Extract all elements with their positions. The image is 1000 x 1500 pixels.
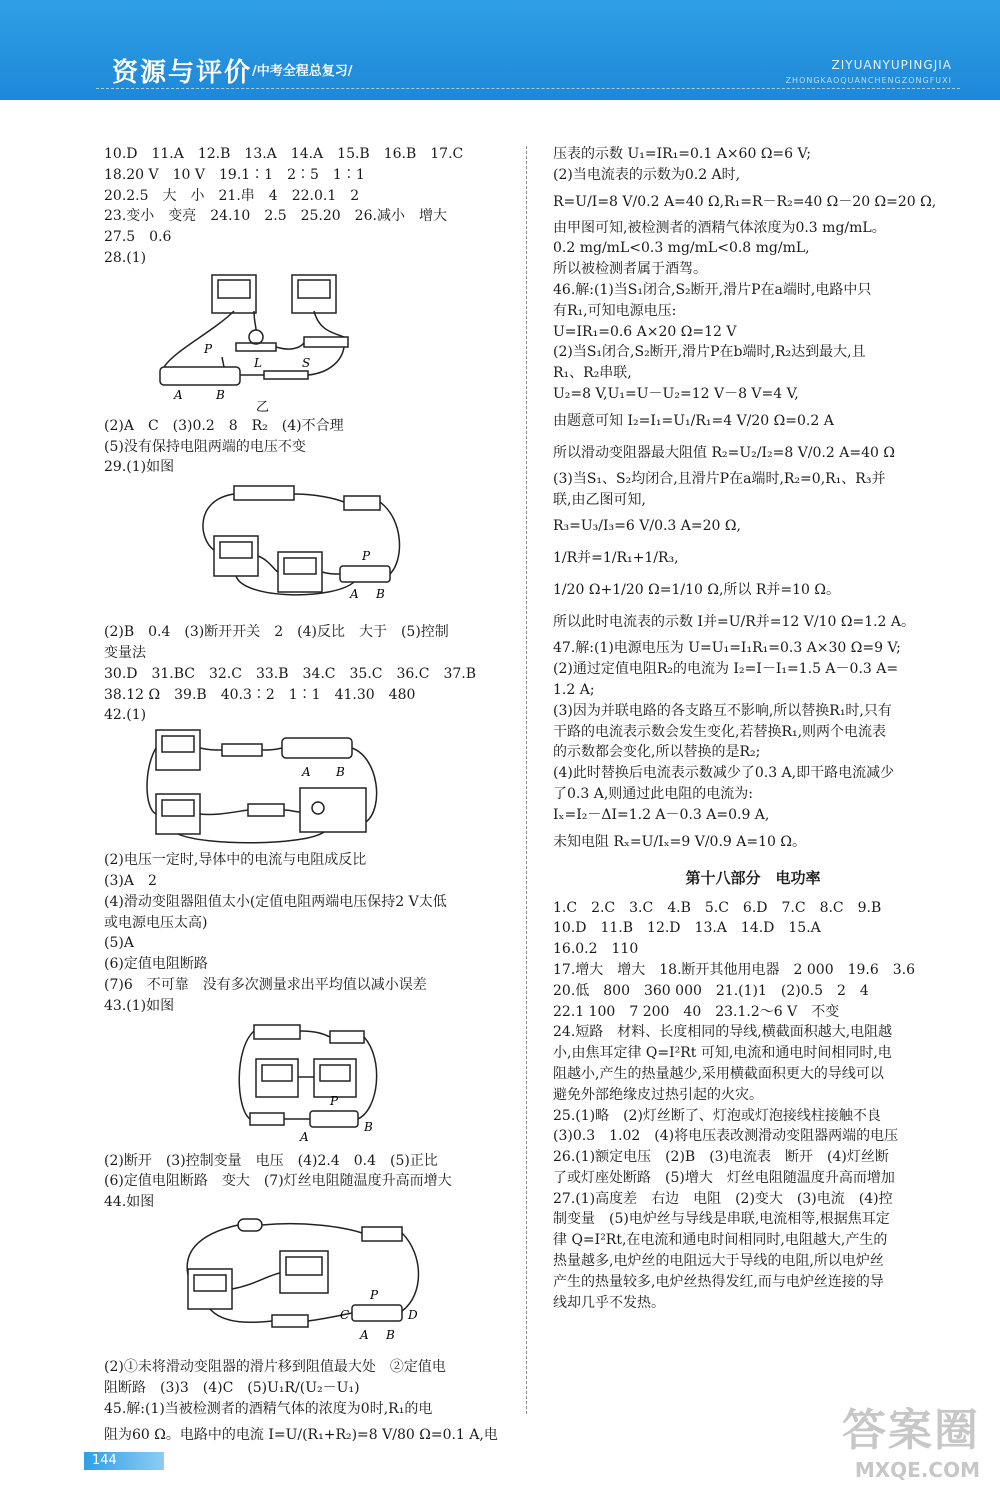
answer-line: 1/R并=1/R₁+1/R₃, [553,550,679,567]
answer-line: 24.短路 材料、长度相同的导线,横截面积越大,电阻越 [553,1024,893,1041]
answer-line: 27.5 0.6 [104,229,172,246]
label-a: A [302,765,311,780]
page-footer [84,1452,164,1470]
answer-line: 由甲图可知,被检测者的酒精气体浓度为0.3 mg/mL。 [553,219,886,236]
answer-line: (2)通过定值电阻R₂的电流为 I₂=I－I₁=1.5 A－0.3 A= [553,661,899,678]
answer-line: 10.D 11.A 12.B 13.A 14.A 15.B 16.B 17.C [104,146,464,162]
answer-line: 1.C 2.C 3.C 4.B 5.C 6.D 7.C 8.C 9.B [553,899,882,916]
answer-line: 20.低 800 360 000 21.(1)1 (2)0.5 2 4 [553,982,869,999]
answer-line: (2)当S₁闭合,S₂断开,滑片P在b端时,R₂达到最大,且 [553,344,866,361]
answer-line: 了0.3 A,则通过此电阻的电流为: [553,785,753,802]
answer-line: (6)定值电阻断路 变大 (7)灯丝电阻随温度升高而增大 [104,1173,452,1190]
label-a: A [300,1129,309,1144]
header-rule [96,88,960,89]
answer-line: 所以被检测者属于酒驾。 [553,261,707,278]
answer-line: 29.(1)如图 [104,459,175,476]
label-p: P [204,341,213,356]
circuit-diagram-28 [104,271,504,414]
answer-line: 17.增大 增大 18.断开其他用电器 2 000 19.6 3.6 [553,961,916,978]
label-a: A [360,1327,369,1342]
answer-line: (5)没有保持电阻两端的电压不变 [104,438,306,455]
answer-line: 20.2.5 大 小 21.串 4 22.0.1 2 [104,187,360,204]
answer-line: 所以滑动变阻器最大阻值 R₂=U₂/I₂=8 V/0.2 A=40 Ω [553,444,895,461]
answer-line: U₂=8 V,U₁=U－U₂=12 V－8 V=4 V, [553,385,799,402]
answer-line: 43.(1)如图 [104,997,175,1014]
answer-line: 18.20 V 10 V 19.1∶1 2∶5 1∶1 [104,166,365,183]
answer-line: (2)断开 (3)控制变量 电压 (4)2.4 0.4 (5)正比 [104,1152,438,1169]
answer-line: R₃=U₃/I₃=6 V/0.3 A=20 Ω, [553,518,741,535]
answer-line: 线却几乎不发热。 [553,1294,665,1311]
answer-line: (3)当S₁、S₂均闭合,且滑片P在a端时,R₂=0,R₁、R₃并 [553,470,886,487]
answer-line: 0.2 mg/mL<0.3 mg/mL<0.8 mg/mL, [553,240,810,257]
answer-line: (2)当电流表的示数为0.2 A时, [553,166,741,183]
answer-line: 22.1 100 7 200 40 23.1.2～6 V 不变 [553,1003,840,1020]
circuit-diagram-42 [104,728,504,848]
left-column [104,144,504,1451]
answer-line: R₁、R₂串联, [553,365,632,382]
figure-caption: 乙 [256,399,270,414]
brand-pinyin: ZIYUANYUPINGJIA [831,58,952,72]
answer-line: 28.(1) [104,249,147,266]
circuit-diagram-29 [104,480,504,620]
answer-line: (3)A 2 [104,872,157,889]
label-b: B [386,1327,395,1342]
answer-line: (4)此时替换后电流表示数减少了0.3 A,即干路电流减少 [553,765,895,782]
answer-line: 阻断路 (3)3 (4)C (5)U₁R/(U₂－U₁) [104,1379,360,1396]
watermark-url: MXQE.COM [854,1458,980,1482]
answer-line: 38.12 Ω 39.B 40.3∶2 1∶1 41.30 480 [104,686,416,703]
label-c: C [340,1307,350,1322]
answer-line: 42.(1) [104,707,147,724]
watermark-text: 答案圈 [842,1405,980,1456]
answer-line: 变量法 [104,644,146,661]
answer-line: R=U/I=8 V/0.2 A=40 Ω,R₁=R－R₂=40 Ω－20 Ω=20 Ω, [553,193,937,210]
answer-line: (3)因为并联电路的各支路互不影响,所以替换R₁时,只有 [553,702,892,719]
label-s: S [302,355,311,370]
label-d: D [408,1307,418,1322]
answer-line: 30.D 31.BC 32.C 33.B 34.C 35.C 36.C 37.B [104,665,477,682]
label-p: P [330,1093,339,1108]
answer-line: 25.(1)略 (2)灯丝断了、灯泡或灯泡接线柱接触不良 [553,1107,881,1124]
answer-line: 1/20 Ω+1/20 Ω=1/10 Ω,所以 R并=10 Ω。 [553,582,840,599]
circuit-figure-43 [104,1019,504,1149]
answer-line: 制变量 (5)电炉丝与导线是串联,电流相等,根据焦耳定 [553,1211,890,1228]
answer-line: (5)A [104,935,134,952]
answer-line: 47.解:(1)电源电压为 U=U₁=I₁R₁=0.3 A×30 Ω=9 V; [553,640,901,657]
answer-line: 16.0.2 110 [553,941,639,958]
answer-line: 律 Q=I²Rt,在电流和通电时间相同时,电阻越大,产生的 [553,1232,888,1249]
answer-line: 干路的电流表示数会发生变化,若替换R₁,则两个电流表 [553,723,887,740]
column-divider [526,146,527,1414]
section-heading: 第十八部分 电功率 [685,868,821,887]
answer-line: 由题意可知 I₂=I₁=U₁/R₁=4 V/20 Ω=0.2 A [553,412,834,429]
page-header [0,0,1000,100]
answer-line: 26.(1)额定电压 (2)B (3)电流表 断开 (4)灯丝断 [553,1149,889,1166]
answer-line: U=IR₁=0.6 A×20 Ω=12 V [553,323,737,340]
page-number: 144 [92,1453,117,1468]
circuit-figure-42 [104,728,504,848]
answer-line: (2)①未将滑动变阻器的滑片移到阻值最大处 ②定值电 [104,1358,446,1375]
label-a: A [174,387,183,402]
label-a: A [350,587,359,602]
circuit-figure-28 [104,271,504,414]
answer-line: 23.变小 变亮 24.10 2.5 25.20 26.减小 增大 [104,208,447,225]
answer-line: (6)定值电阻断路 [104,956,208,973]
answer-line: 小,由焦耳定律 Q=I²Rt 可知,电流和通电时间相同时,电 [553,1045,892,1062]
label-l: L [254,355,262,370]
circuit-diagram-43 [104,1019,504,1149]
answer-line: 阻越小,产生的热量越少,采用横截面积更大的导线可以 [553,1065,884,1082]
label-p: P [362,549,371,564]
answer-line: 产生的热量较多,电炉丝热得发红,而与电炉丝连接的导 [553,1273,884,1290]
answer-line: 44.如图 [104,1194,155,1211]
watermark-logo [790,1394,980,1482]
answer-line: (2)A C (3)0.2 8 R₂ (4)不合理 [104,417,344,434]
answer-line: 10.D 11.B 12.D 13.A 14.D 15.A [553,920,821,937]
answer-line: (4)滑动变阻器阻值太小(定值电阻两端电压保持2 V太低 [104,893,447,910]
answer-line: (2)电压一定时,导体中的电流与电阻成反比 [104,852,367,869]
circuit-figure-44 [104,1215,504,1355]
answer-line: (2)B 0.4 (3)断开开关 2 (4)反比 大于 (5)控制 [104,624,449,641]
label-b: B [216,387,225,402]
answer-line: 45.解:(1)当被检测者的酒精气体的浓度为0时,R₁的电 [104,1400,433,1417]
answer-line: 未知电阻 Rₓ=U/Iₓ=9 V/0.9 A=10 Ω。 [553,833,806,850]
answer-line: 了或灯座处断路 (5)增大 灯丝电阻随温度升高而增加 [553,1169,895,1186]
label-b: B [364,1119,373,1134]
answer-line: 1.2 A; [553,681,595,698]
answer-line: 阻为60 Ω。电路中的电流 I=U/(R₁+R₂)=8 V/80 Ω=0.1 A,电 [104,1427,498,1444]
answer-line: Iₓ=I₂－ΔI=1.2 A－0.3 A=0.9 A, [553,806,770,823]
brand-sub-pinyin: ZHONGKAOQUANCHENGZONGFUXI [785,76,952,85]
book-subtitle: /中考全程总复习/ [252,64,353,79]
answer-line: 所以此时电流表的示数 I并=U/R并=12 V/10 Ω=1.2 A。 [553,614,916,631]
answer-line: (7)6 不可靠 没有多次测量求出平均值以减小误差 [104,976,427,993]
label-p: P [370,1287,379,1302]
answer-line: 避免外部绝缘皮过热引起的火灾。 [553,1086,763,1103]
answer-line: 联,由乙图可知, [553,491,646,508]
answer-line: 或电源电压太高) [104,914,208,931]
answer-line: 热量越多,电炉丝的电阻远大于导线的电阻,所以电炉丝 [553,1253,884,1270]
circuit-diagram-44 [104,1215,504,1355]
answer-line: 46.解:(1)当S₁闭合,S₂断开,滑片P在a端时,电路中只 [553,281,872,298]
answer-line: (3)0.3 1.02 (4)将电压表改测滑动变阻器两端的电压 [553,1128,899,1145]
right-column [553,144,953,1313]
answer-line: 的示数都会变化,所以替换的是R₂; [553,744,761,761]
book-title: 资源与评价 [112,58,253,88]
label-b: B [336,765,345,780]
circuit-figure-29 [104,480,504,620]
answer-line: 27.(1)高度差 右边 电阻 (2)变大 (3)电流 (4)控 [553,1190,893,1207]
label-b: B [376,587,385,602]
answer-line: 压表的示数 U₁=IR₁=0.1 A×60 Ω=6 V; [553,146,811,162]
answer-line: 有R₁,可知电源电压: [553,302,677,319]
